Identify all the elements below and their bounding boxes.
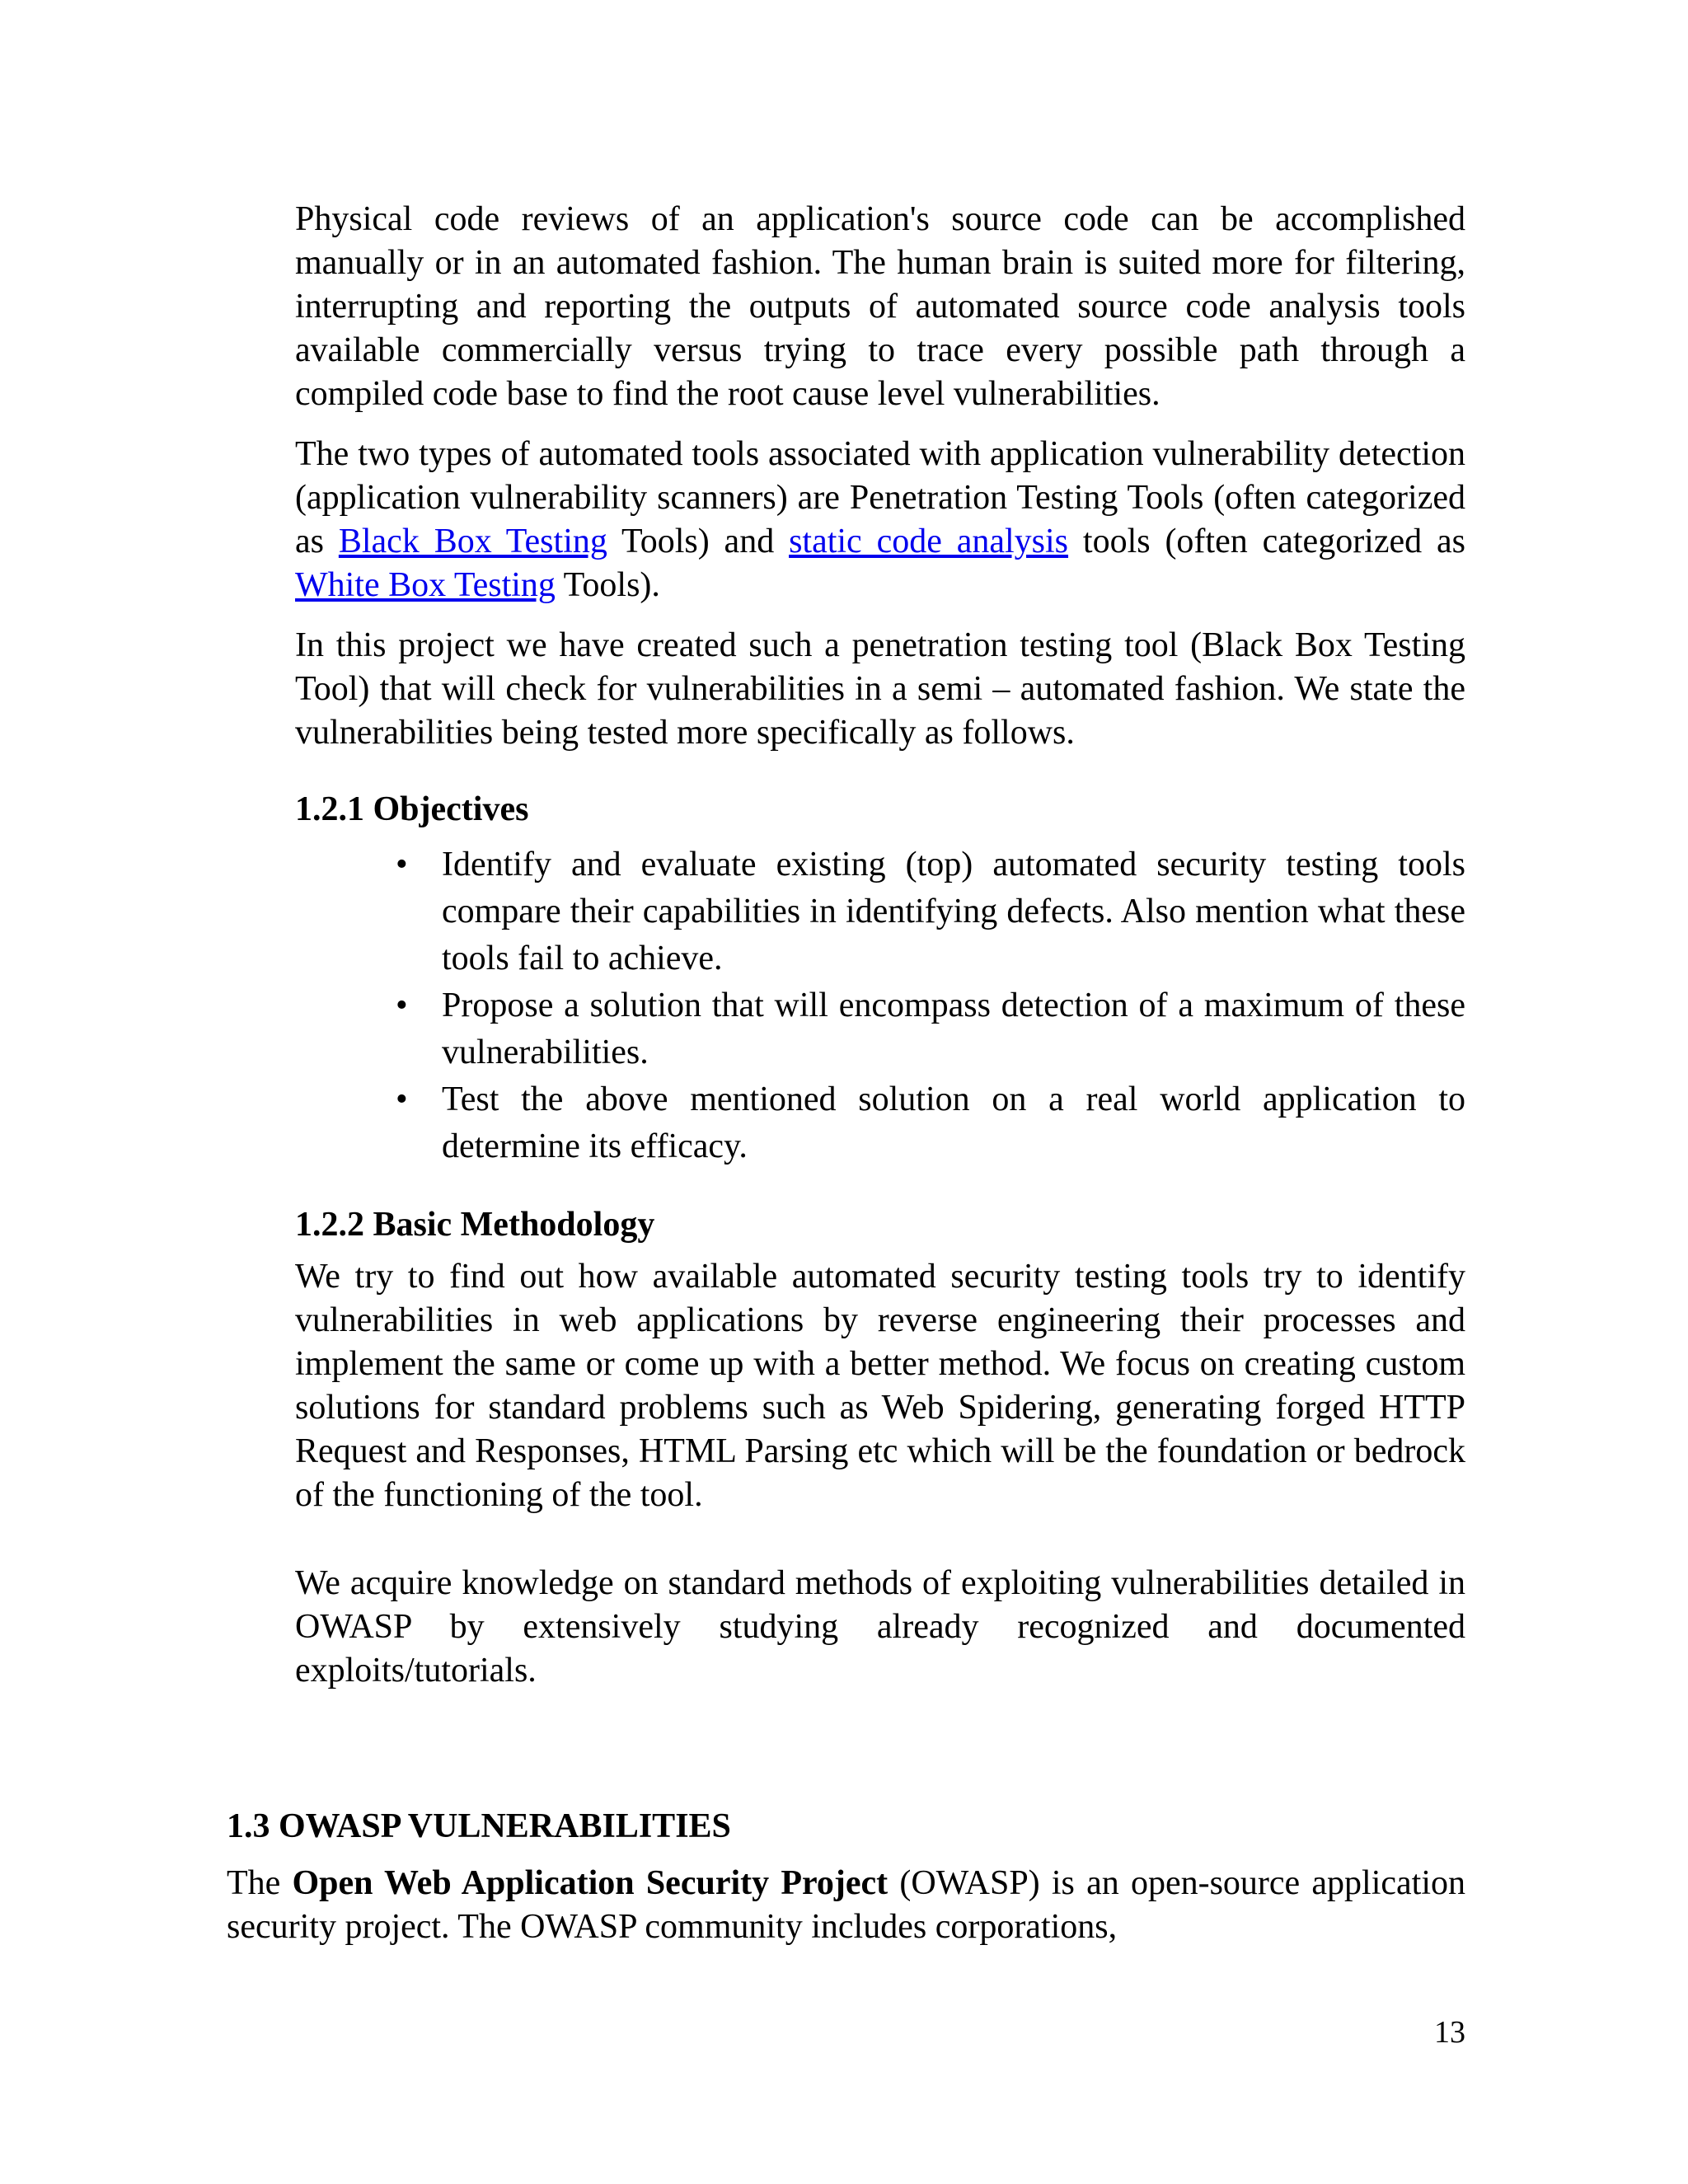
- bullet-icon: •: [396, 846, 408, 883]
- paragraph-project-tool: In this project we have created such a penetration testing tool (Black Box Testing Tool) that will check for vulnerabilities in a semi – automated fashion. We state the vulnerabilities being tested more specifically as follows.: [295, 626, 1465, 752]
- paragraph-text: (OWASP) is an open-source application security project. The OWASP community includes corporations,: [227, 1864, 1466, 1946]
- owasp-section-heading: 1.3 OWASP VULNERABILITIES: [227, 1807, 731, 1845]
- section-column: [227, 1805, 1465, 1949]
- paragraph-text: The: [227, 1864, 293, 1902]
- list-item: [396, 982, 1465, 1076]
- bullet-icon: •: [396, 987, 408, 1024]
- list-item: [396, 1076, 1465, 1170]
- paragraph-text: Tools).: [555, 566, 660, 604]
- white-box-testing-link[interactable]: White Box Testing: [295, 566, 556, 604]
- paragraph-automated-tools: [295, 433, 1465, 607]
- list-item: [396, 841, 1465, 982]
- list-item-text: Test the above mentioned solution on a real world application to determine its efficacy.: [442, 1080, 1465, 1165]
- objectives-heading: 1.2.1 Objectives: [295, 790, 529, 828]
- page-number: 13: [1434, 2015, 1465, 2050]
- list-item-text: Propose a solution that will encompass detection of a maximum of these vulnerabilities.: [442, 987, 1465, 1071]
- paragraph-owasp-intro: [227, 1862, 1465, 1949]
- paragraph-text: The two types of automated tools associated with application vulnerability detection (application vulnerability scanners) are Penetration Testing Tools (often categorized as: [295, 435, 1465, 560]
- owasp-name-bold: Open Web Application Security Project: [292, 1864, 889, 1902]
- paragraph-text: tools (often categorized as: [1068, 523, 1465, 560]
- main-column: [295, 198, 1465, 1693]
- bullet-icon: •: [396, 1080, 408, 1118]
- paragraph-code-reviews: Physical code reviews of an application's source code can be accomplished manually or in an automated fashion. The human brain is suited more for filtering, interrupting and reporting the outputs of automated source code analysis tools available commercially versus trying to trace every possible path through a compiled code base to find the root cause level vulnerabilities.: [295, 200, 1465, 413]
- paragraph-methodology: We try to find out how available automated security testing tools try to identify vulnerabilities in web applications by reverse engineering their processes and implement the same or come up with a better method. We focus on creating custom solutions for standard problems such as Web Spidering, generating forged HTTP Request and Responses, HTML Parsing etc which will be the foundation or bedrock of the functioning of the tool.: [295, 1258, 1465, 1514]
- list-item-text: Identify and evaluate existing (top) automated security testing tools compare their capabilities in identifying defects. Also mention what these tools fail to achieve.: [442, 846, 1465, 977]
- static-code-analysis-link[interactable]: static code analysis: [789, 523, 1069, 560]
- black-box-testing-link[interactable]: Black Box Testing: [338, 523, 607, 560]
- methodology-heading: 1.2.2 Basic Methodology: [295, 1206, 655, 1244]
- paragraph-text: Tools) and: [607, 523, 790, 560]
- objectives-list: [295, 841, 1465, 1170]
- paragraph-owasp-knowledge: We acquire knowledge on standard methods of exploiting vulnerabilities detailed in OWASP by extensively studying already recognized and documented exploits/tutorials.: [295, 1564, 1465, 1690]
